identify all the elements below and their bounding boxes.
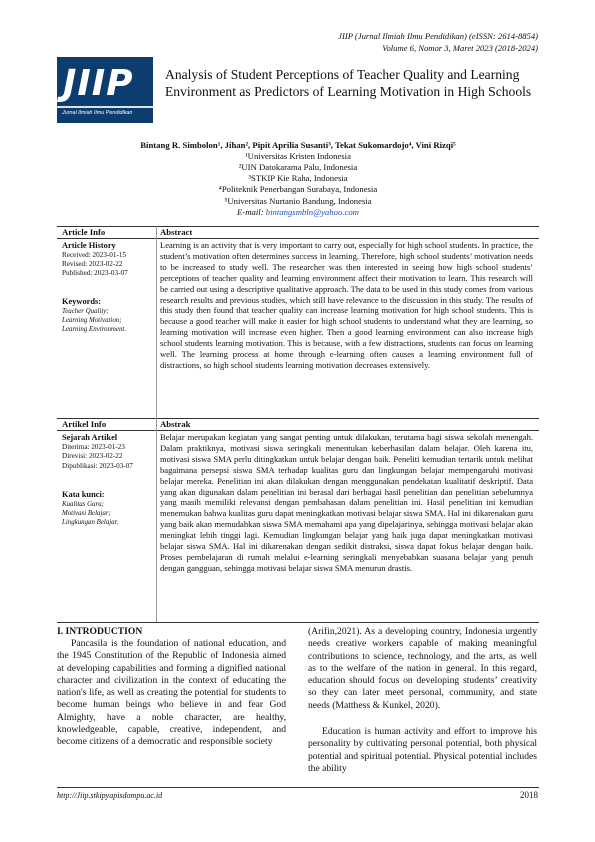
journal-volume: Volume 6, Nomor 3, Maret 2023 (2018-2024) [382, 43, 538, 53]
rule-top-english [57, 226, 539, 227]
page-number: 2018 [520, 790, 538, 800]
kata-kunci-1: Kualitas Guru; [62, 501, 104, 508]
rule-top-indonesian [57, 418, 539, 419]
logo-subtitle: Jurnal Ilmiah Ilmu Pendidikan [62, 110, 133, 116]
kata-kunci-3: Lingkungan Belajar. [62, 519, 119, 526]
affiliation-1: ¹Universitas Kristen Indonesia [245, 151, 351, 161]
dipublikasi-date: Dipublikasi: 2023-03-07 [62, 462, 133, 470]
author-list: Bintang R. Simbolon¹, Jihan², Pipit Aprilia Susanti³, Tekat Sukomardojo⁴, Vini Rizqi⁵ [140, 140, 456, 150]
column-divider-indonesian [156, 418, 157, 622]
section-heading-introduction: I. INTRODUCTION [57, 626, 143, 637]
keyword-2: Learning Motivation; [62, 317, 122, 324]
rule-sub-indonesian [57, 430, 539, 431]
footer-url-link[interactable]: http://Jiip.stkipyapisdompu.ac.id [57, 791, 163, 800]
email-link[interactable]: bintangsmbln@yahoo.com [265, 207, 359, 217]
journal-name: JIIP (Jurnal Ilmiah Ilmu Pendidikan) (eISSN: 2614-8854) [338, 31, 538, 41]
published-date: Published: 2023-03-07 [62, 269, 128, 277]
article-history-heading: Article History [62, 241, 116, 250]
intro-paragraph-right-2: Education is human activity and effort to improve his personality by cultivating personal potential, both physical potential and spiritual potential. Physical potential includes the ability [308, 726, 537, 774]
rule-bottom-indonesian [57, 622, 539, 623]
email-line [57, 206, 539, 218]
abstract-heading: Abstract [160, 227, 193, 237]
keyword-1: Teacher Quality; [62, 308, 109, 315]
column-divider-english [156, 226, 157, 418]
abstrak-text: Belajar merupakan kegiatan yang sangat penting untuk dilakukan, terutama bagi siswa sekolah menengah. Dalam praktiknya, motivasi siswa seringkali menentukan keberhasilan dalam belajar. Oleh karena itu, motivasi siswa SMA perlu ditingkatkan untuk belajar dengan baik. Peneliti kemudian tertarik untuk melihat bagaimana persepsi siswa SMA terhadap kualitas guru dan lingkungan belajar mempengaruhi motivasi belajar mereka. Penelitian ini akan dilakukan dengan menggunakan pendekatan kualitatif deskriptif. Data yang akan digunakan dalam penelitian ini berasal dari berbagai hasil penelitian dan penelitian sebelumnya yang masih memiliki relevansi dengan pembahasan dalam penelitian ini. Hasil penelitian ini kemudian menemukan bahwa kualitas guru dapat meningkatkan motivasi belajar siswa SMA. Hal ini dikarenakan guru yang baik akan memudahkan siswa SMA memahami apa yang dipelajarinya, sehingga motivasi belajar akan meningkat lebih tinggi lagi. Kemudian lingkungan belajar yang baik juga dapat meningkatkan motivasi belajar siswa SMA. Hal ini dikarenakan dengan sedikit distraksi, siswa dapat fokus belajar dengan baik. Proses pembelajaran di rumah melalui e-learning seringkali menyebabkan suasana belajar yang penuh dengan gangguan, sehingga motivasi belajar siswa SMA menurun drastis. [160, 432, 533, 573]
kata-kunci-2: Motivasi Belajar; [62, 510, 111, 517]
journal-logo [57, 57, 153, 123]
affiliation-4: ⁴Politeknik Penerbangan Surabaya, Indonesia [218, 184, 378, 194]
intro-paragraph-right-1: (Arifin,2021). As a developing country, Indonesia urgently needs creative workers capable of making meaningful contributions to science, technology, and the arts, as well as to the welfare of the nation in general. In this regard, education should focus on developing students’ creativity so they can later meet personal, community, and state needs (Matthess & Kunkel, 2020). [308, 626, 537, 711]
intro-paragraph-left: Pancasila is the foundation of national education, and the 1945 Constitution of the Republic of Indonesia aimed at developing capabilities and forming a dignified national character and civilization in the context of educating the nation's life, as well as creating the potential for students to become human beings who believe in and fear God Almighty, have a noble character, are healthy, knowledgeable, capable, creative, independent, and become citizens of a democratic and responsible society [57, 638, 286, 748]
paper-title: Analysis of Student Perceptions of Teacher Quality and Learning Environment as Predictors of Learning Motivation in High Schools [165, 67, 532, 99]
keyword-3: Learning Environment. [62, 326, 127, 333]
abstrak-heading: Abstrak [160, 419, 191, 429]
logo-word: JIIP [63, 63, 134, 104]
affiliation-3: ³STKIP Kie Raha, Indonesia [248, 173, 348, 183]
rule-sub-english [57, 238, 539, 239]
keywords-heading: Keywords: [62, 297, 102, 306]
abstract-text: Learning is an activity that is very important to carry out, especially for high school students. In practice, the student’s motivation often determines success in learning. Therefore, high school students’ motivation needs to be increased to study well. The researcher was then interested in seeing how high school students’ perceptions of teacher quality and learning environment affect their motivation to learn. This research will be carried out using a descriptive qualitative approach. The data to be used in this study comes from various research results and previous studies, which still have relevance to the discussion in this study. The results of this study then found that teacher quality can increase learning motivation for high school students. This is because a good teacher will make it easier for high school students to understand what they are learning, so learning motivation will increase even higher. Then a good learning environment can also increase high school students learning motivation. This is because, with a few distractions, students can focus on learning well. The learning process at home through e-learning often causes a learning environment full of distractions, so high school students learning motivation decreases extensively. [160, 240, 533, 370]
article-info-heading: Article Info [62, 227, 106, 237]
sejarah-artikel-heading: Sejarah Artikel [62, 433, 118, 442]
email-label: E-mail: [237, 207, 266, 217]
affiliation-5: ⁵Universitas Nurtanio Bandung, Indonesia [224, 196, 372, 206]
revised-date: Revised: 2023-02-22 [62, 260, 123, 268]
footer-rule [57, 787, 539, 788]
logo-divider [57, 106, 153, 108]
artikel-info-heading: Artikel Info [62, 419, 107, 429]
diterima-date: Diterima: 2023-01-23 [62, 443, 125, 451]
received-date: Received: 2023-01-15 [62, 251, 127, 259]
direvisi-date: Direvisi: 2023-02-22 [62, 452, 123, 460]
affiliation-2: ²UIN Datokarama Palu, Indonesia [238, 162, 358, 172]
kata-kunci-heading: Kata kunci: [62, 490, 105, 499]
